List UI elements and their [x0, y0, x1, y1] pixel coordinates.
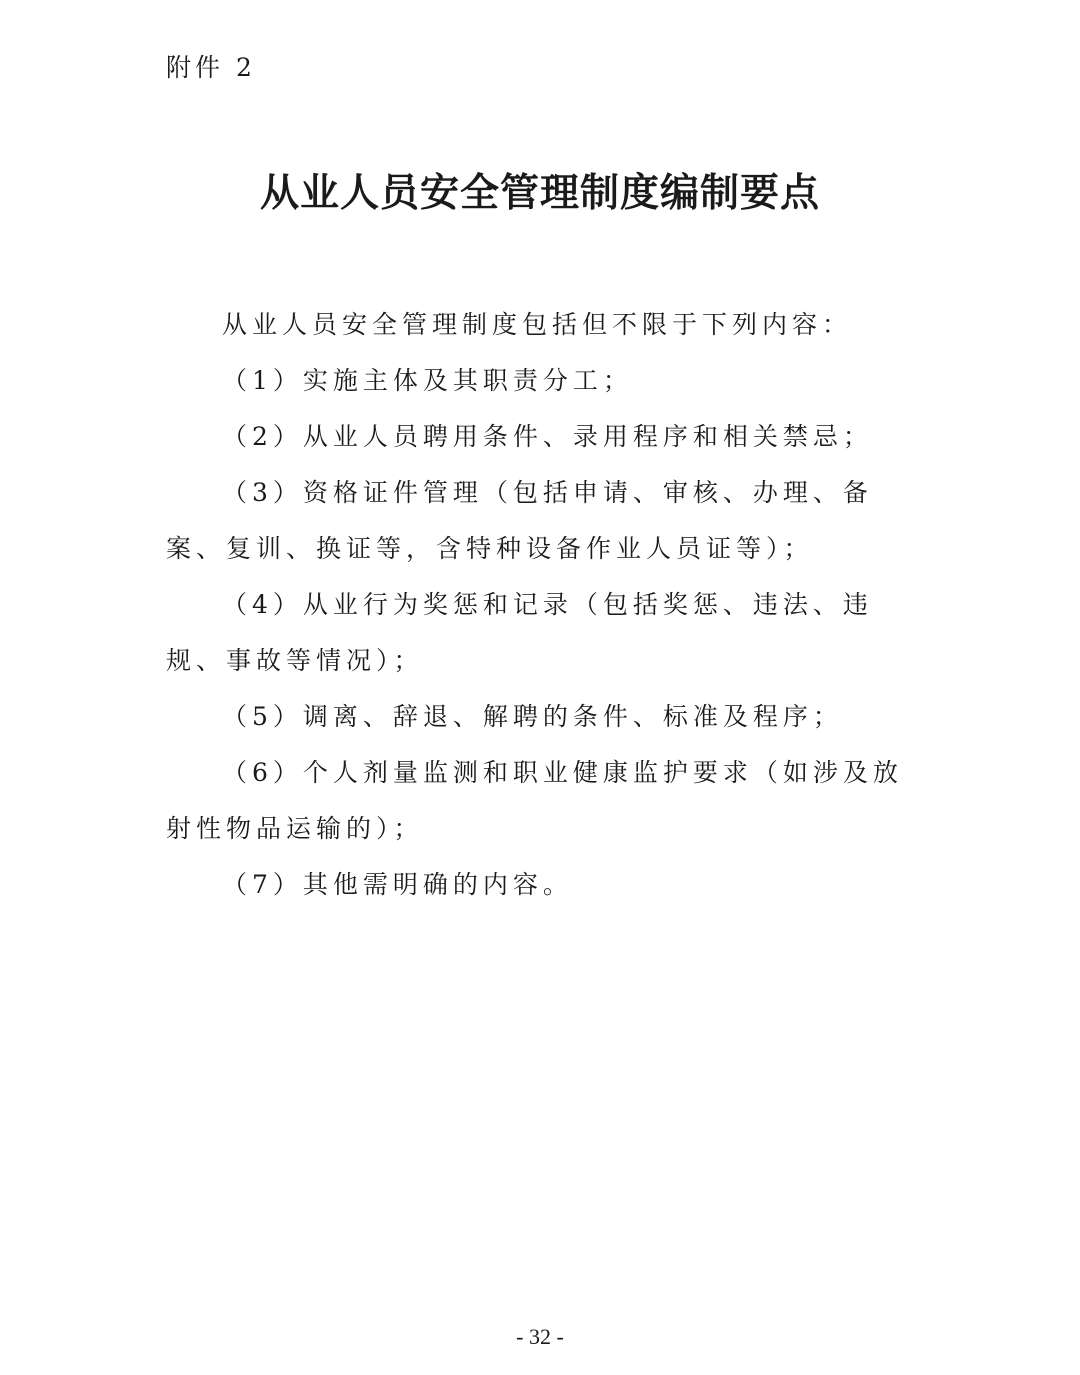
list-item: （2）从业人员聘用条件、录用程序和相关禁忌；	[222, 422, 873, 451]
list-item: （5）调离、辞退、解聘的条件、标准及程序；	[222, 702, 843, 731]
list-item: （6）个人剂量监测和职业健康监护要求（如涉及放射性物品运输的）；	[166, 758, 903, 843]
intro-paragraph: 从业人员安全管理制度包括但不限于下列内容：	[222, 310, 853, 339]
document-title: 从业人员安全管理制度编制要点	[259, 171, 820, 216]
list-item: （7）其他需明确的内容。	[222, 870, 573, 899]
attachment-label: 附件 2	[166, 53, 256, 82]
list-item: （1）实施主体及其职责分工；	[222, 366, 633, 395]
list-item: （4）从业行为奖惩和记录（包括奖惩、违法、违规、事故等情况）；	[166, 590, 873, 675]
list-item: （3）资格证件管理（包括申请、审核、办理、备案、复训、换证等，含特种设备作业人员证等）；	[166, 478, 873, 563]
document-body	[166, 297, 918, 913]
page-number: - 32 -	[516, 1324, 564, 1349]
